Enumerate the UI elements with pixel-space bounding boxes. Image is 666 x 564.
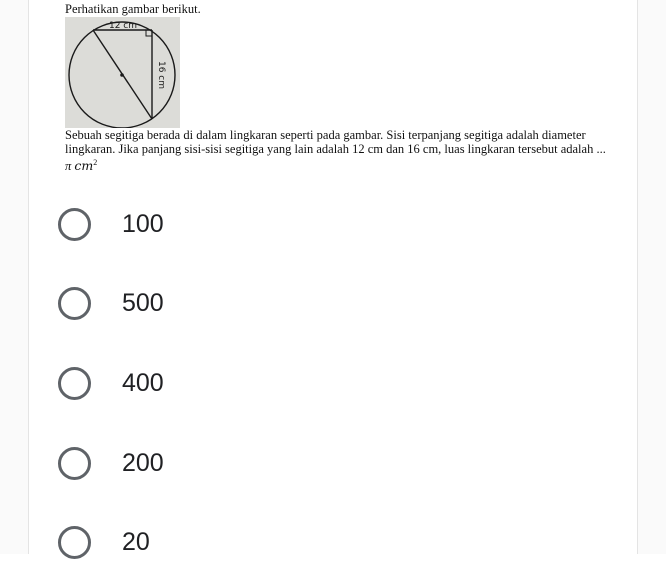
unit-text: cm bbox=[74, 158, 94, 174]
question-intro: Perhatikan gambar berikut. bbox=[65, 2, 201, 16]
option-3[interactable] bbox=[58, 361, 458, 405]
option-label: 400 bbox=[122, 368, 164, 397]
option-label: 20 bbox=[122, 527, 150, 556]
question-text: Sebuah segitiga berada di dalam lingkaran seperti pada gambar. Sisi terpanjang segitiga adalah diameter lingkaran. Jika panjang sisi-sisi segitiga yang lain adalah 12 cm dan 16 cm, luas lingkaran tersebut adalah ... bbox=[65, 128, 606, 156]
right-margin bbox=[637, 0, 666, 554]
unit-exponent: 2 bbox=[93, 158, 98, 167]
option-4[interactable] bbox=[58, 441, 458, 485]
option-5[interactable] bbox=[58, 520, 458, 564]
option-1[interactable] bbox=[58, 202, 458, 246]
left-margin bbox=[0, 0, 29, 554]
radio-button[interactable] bbox=[58, 367, 91, 400]
label-top-side: 12 cm bbox=[108, 21, 138, 31]
option-label: 100 bbox=[122, 209, 164, 238]
option-label: 500 bbox=[122, 288, 164, 317]
radio-button[interactable] bbox=[58, 287, 91, 320]
option-2[interactable] bbox=[58, 281, 458, 325]
option-label: 200 bbox=[122, 448, 164, 477]
label-right-side: 16 cm bbox=[156, 60, 166, 90]
pi-symbol: π bbox=[65, 159, 72, 174]
radio-button[interactable] bbox=[58, 447, 91, 480]
answer-options bbox=[58, 0, 618, 554]
radio-button[interactable] bbox=[58, 208, 91, 241]
